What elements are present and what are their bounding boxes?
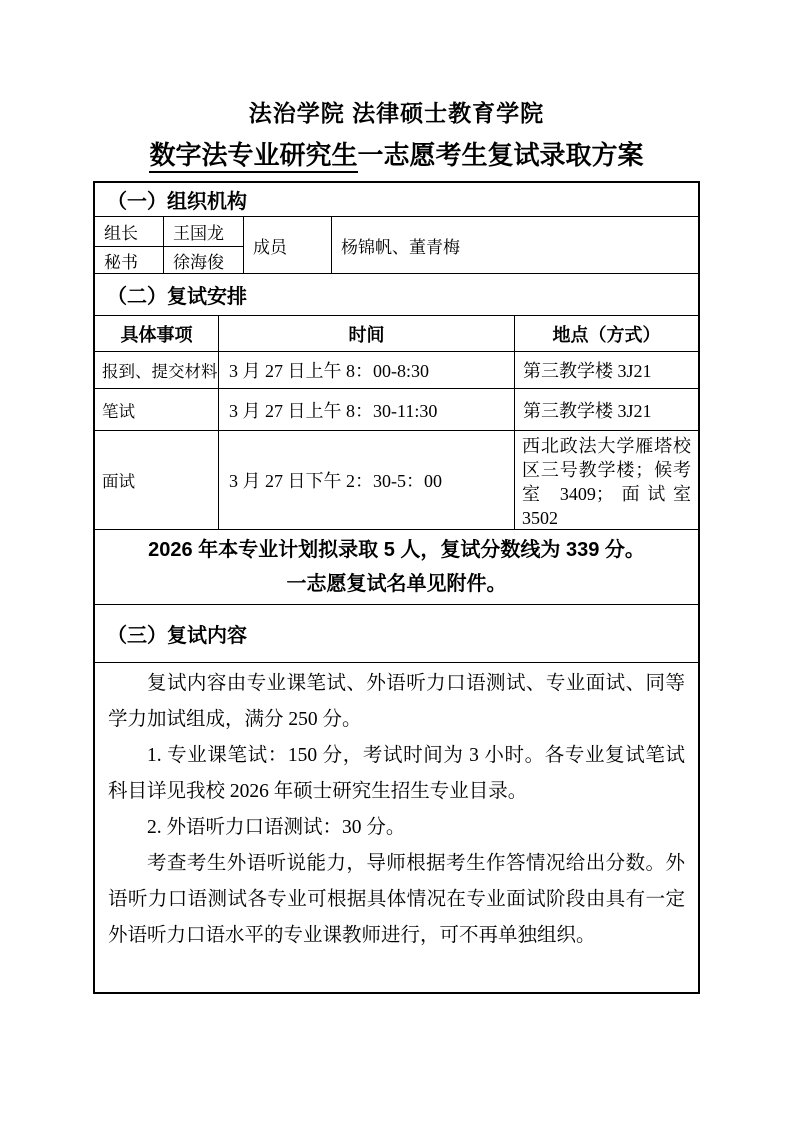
schedule-header-location: 地点（方式） [515,316,698,352]
schedule-row3-time: 3 月 27 日下午 2：30-5：00 [219,431,515,529]
content-paragraph-4: 考查考生外语听说能力，导师根据考生作答情况给出分数。外语听力口语测试各专业可根据具体情况在专业面试阶段由具有一定外语听力口语水平的专业课教师进行，可不再单独组织。 [108,853,685,946]
schedule-row1-time: 3 月 27 日上午 8：00-8:30 [219,352,515,389]
schedule-row2-item: 笔试 [95,389,219,431]
subtitle-underlined-text: 数字法专业研究生 [149,140,357,173]
org-members-names: 杨锦帆、董青梅 [341,237,460,257]
schedule-row1-item: 报到、提交材料 [95,352,219,389]
schedule-row3-item: 面试 [95,431,219,529]
organization-grid [95,217,698,274]
main-table [93,181,700,994]
section-1-header: （一）组织机构 [95,183,698,217]
page-subtitle [0,140,793,171]
org-leader-name: 王国龙 [164,217,244,247]
admission-note [95,530,698,605]
section-3-header: （三）复试内容 [107,625,247,647]
content-paragraph-1: 复试内容由专业课笔试、外语听力口语测试、专业面试、同等学力加试组成，满分 250 分。 [108,673,685,730]
schedule-row1-location: 第三教学楼 3J21 [515,352,698,389]
admission-note-line1: 2026 年本专业计划拟录取 5 人，复试分数线为 339 分。 [148,539,645,561]
schedule-header-item: 具体事项 [95,316,219,352]
schedule-row2-location: 第三教学楼 3J21 [515,389,698,431]
org-members-label: 成员 [244,217,332,273]
org-secretary-label: 秘书 [95,247,164,273]
retest-content [95,662,698,992]
admission-note-line2: 一志愿复试名单见附件。 [286,573,507,595]
schedule-table [95,316,698,530]
content-paragraph-3: 2. 外语听力口语测试：30 分。 [147,817,406,838]
content-paragraph-2: 1. 专业课笔试：150 分，考试时间为 3 小时。各专业复试笔试科目详见我校 2026 年硕士研究生招生专业目录。 [108,745,685,802]
schedule-row2-time: 3 月 27 日上午 8：30-11:30 [219,389,515,431]
schedule-header-time: 时间 [219,316,515,352]
subtitle-rest-text: 一志愿考生复试录取方案 [357,140,644,170]
org-secretary-name: 徐海俊 [164,247,244,273]
org-leader-label: 组长 [95,217,164,247]
section-2-header: （二）复试安排 [95,274,698,316]
page-title: 法治学院 法律硕士教育学院 [248,100,545,126]
schedule-row3-location: 西北政法大学雁塔校区三号教学楼；候考室 3409；面试室 3502 [522,435,691,528]
